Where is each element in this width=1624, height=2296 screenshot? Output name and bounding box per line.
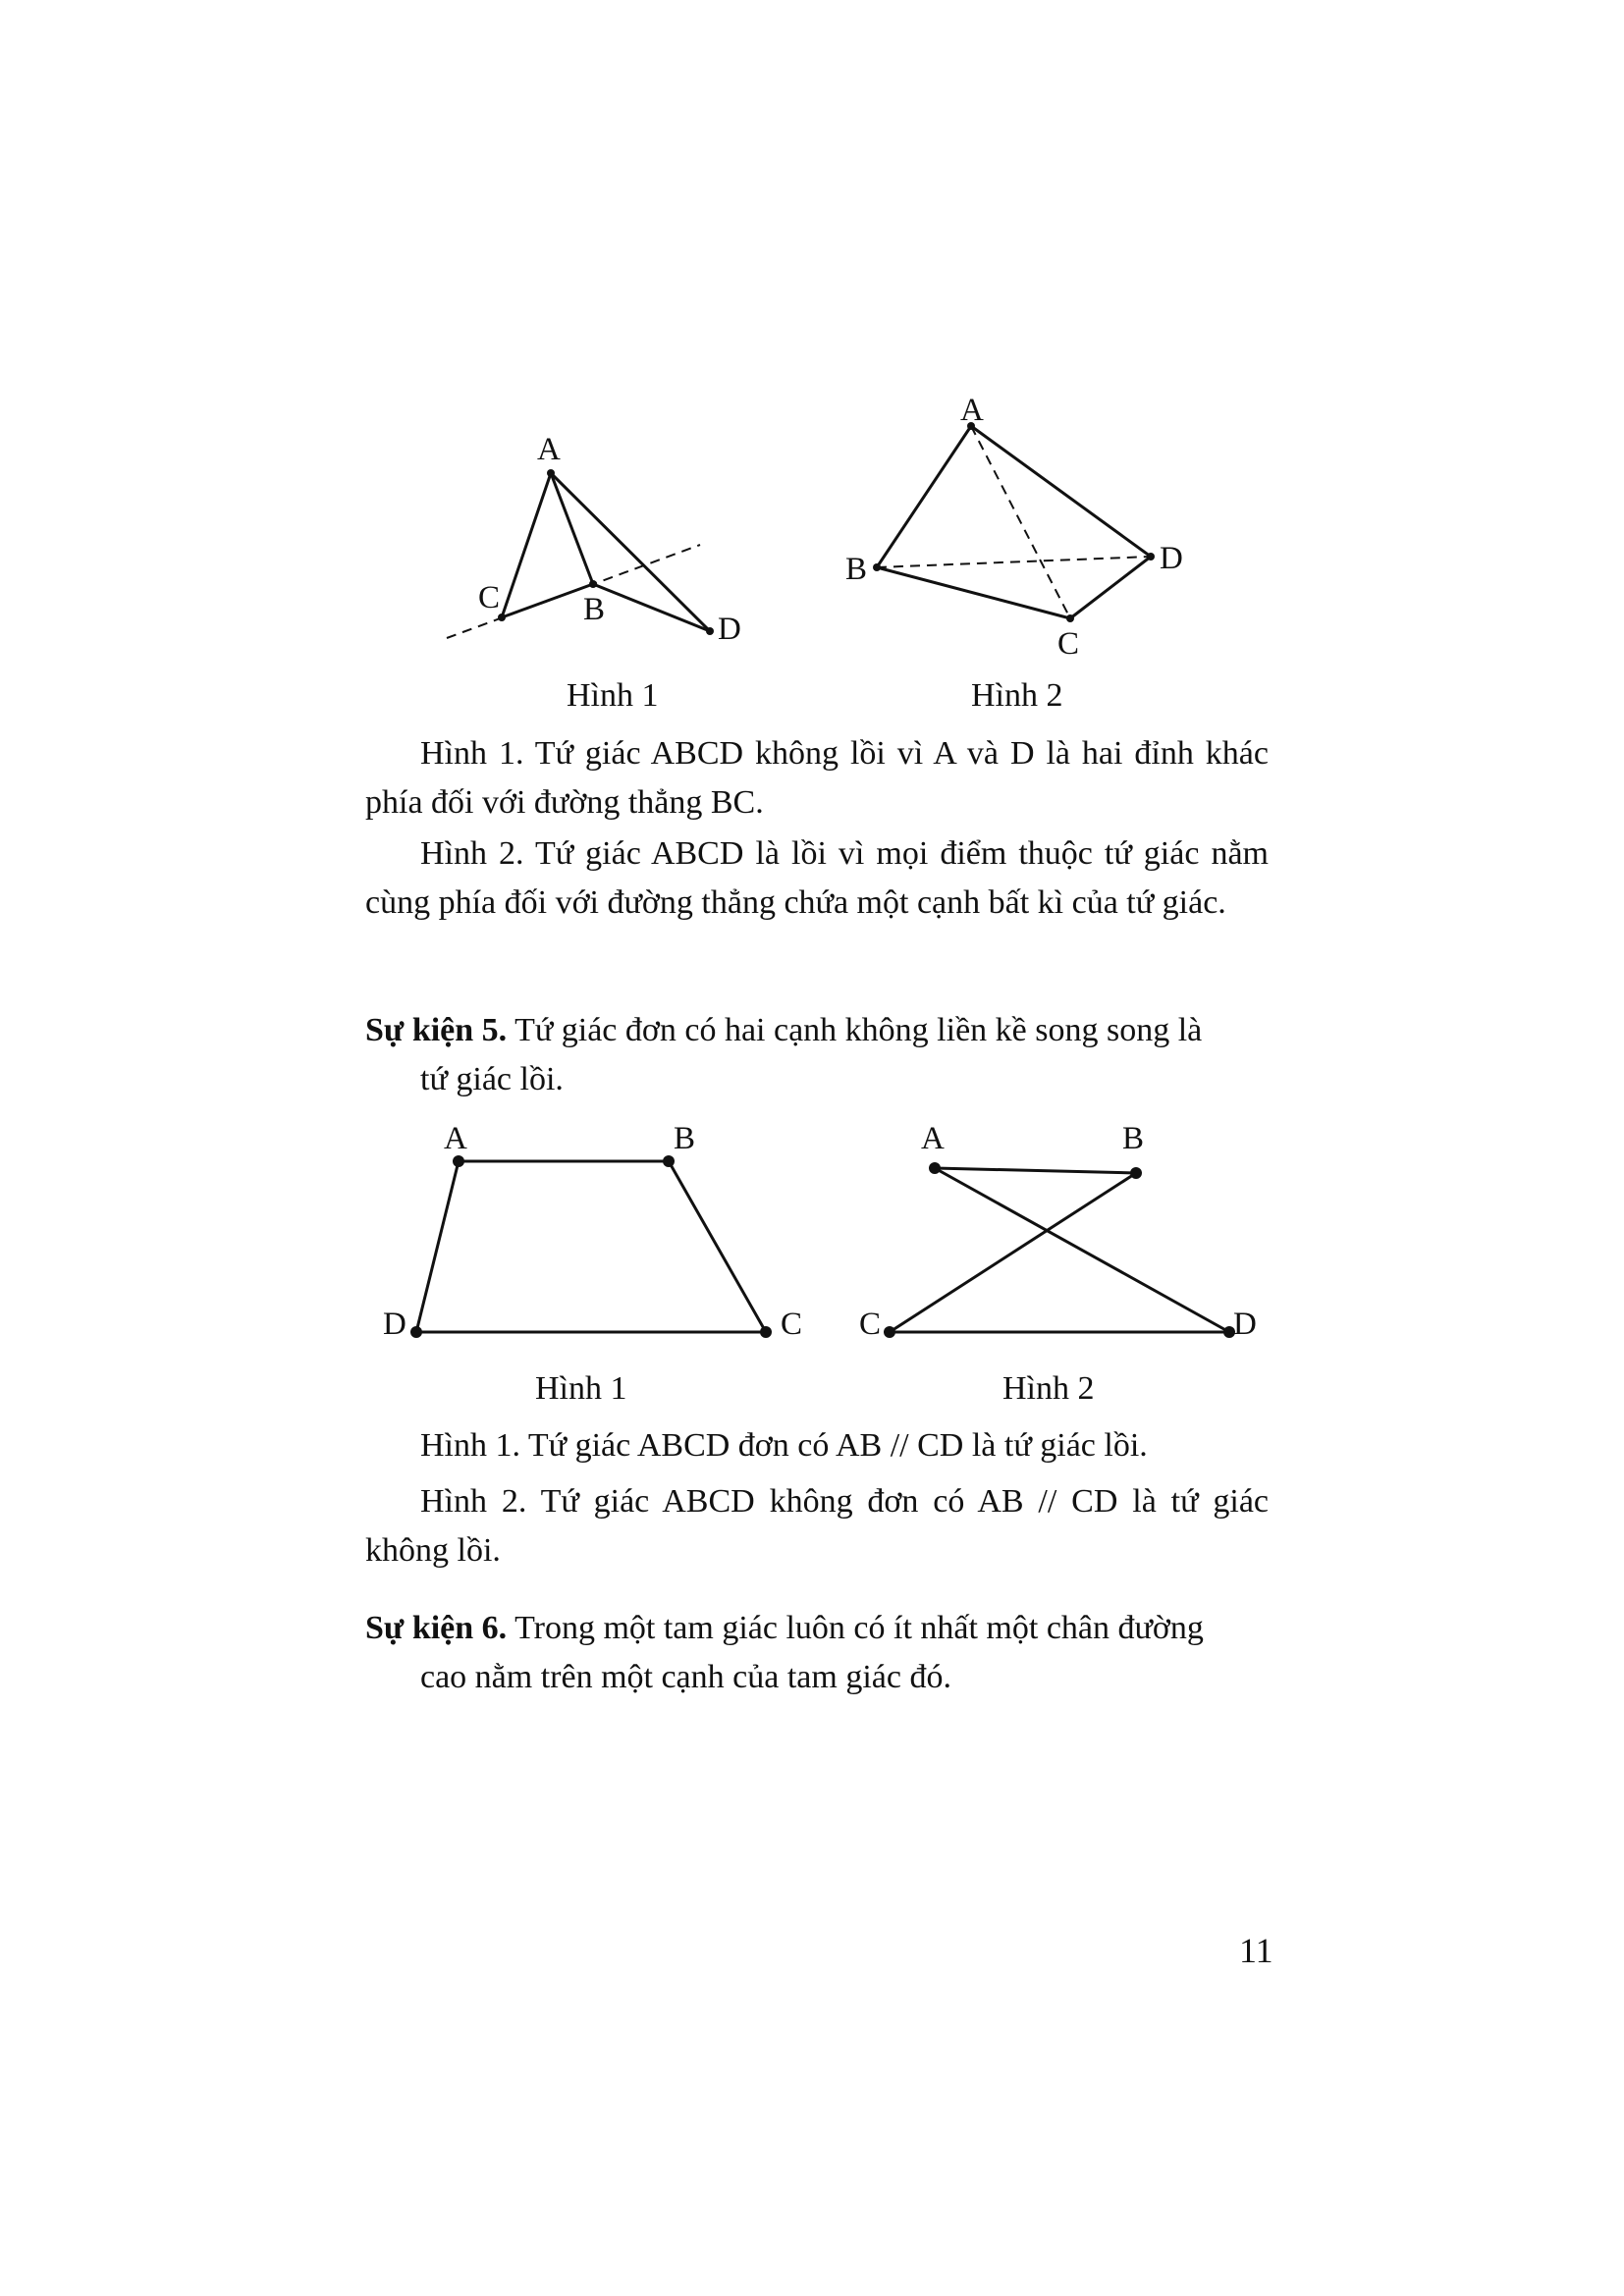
paragraph-fig2-explanation: Hình 2. Tứ giác ABCD là lồi vì mọi điểm thuộc tứ giác nằm cùng phía đối với đường thẳng chứa một cạnh bất kì của tứ giác. xyxy=(365,835,1269,921)
figure-2a-caption: Hình 1 xyxy=(535,1370,627,1407)
segment-bc-2 xyxy=(877,567,1070,618)
figure-2a-lines xyxy=(416,1161,766,1332)
label-a: A xyxy=(537,432,561,467)
segment-cb xyxy=(502,584,593,617)
label-d-3: D xyxy=(383,1307,406,1342)
point-b-3 xyxy=(663,1155,675,1167)
point-c-4 xyxy=(884,1326,895,1338)
label-d-4: D xyxy=(1233,1307,1257,1342)
diagonal-ac-dashed xyxy=(971,426,1070,618)
fact-6-title: Sự kiện 6. xyxy=(365,1610,508,1646)
paragraph-crossed-explanation: Hình 2. Tứ giác ABCD không đơn có AB // CD là tứ giác không lồi. xyxy=(365,1483,1269,1569)
segment-bc-4 xyxy=(890,1173,1136,1332)
label-d: D xyxy=(718,612,741,647)
point-b-2 xyxy=(873,563,881,571)
label-c-4: C xyxy=(859,1307,882,1342)
figure-1a-caption: Hình 1 xyxy=(567,677,659,714)
paragraph-fig1-explanation: Hình 1. Tứ giác ABCD không lồi vì A và D là hai đỉnh khác phía đối với đường thẳng BC. xyxy=(365,735,1269,821)
segment-ad-2 xyxy=(971,426,1151,557)
point-a-3 xyxy=(453,1155,464,1167)
fact-6-line2: cao nằm trên một cạnh của tam giác đó. xyxy=(420,1659,951,1695)
segment-ad xyxy=(551,473,710,631)
point-d xyxy=(706,627,714,635)
label-b-2: B xyxy=(845,552,868,587)
label-b-4: B xyxy=(1122,1121,1145,1156)
point-b xyxy=(589,580,597,588)
segment-ca xyxy=(502,473,551,617)
segment-bd xyxy=(593,584,710,631)
figure-2b-caption: Hình 2 xyxy=(1002,1370,1095,1407)
label-b-3: B xyxy=(674,1121,696,1156)
label-c-3: C xyxy=(781,1307,803,1342)
segment-ab xyxy=(551,473,593,584)
point-a-4 xyxy=(929,1162,941,1174)
fact-5 xyxy=(365,1006,1269,1104)
fact-5-title: Sự kiện 5. xyxy=(365,1012,508,1048)
segment-cd-2 xyxy=(1070,557,1151,618)
figure-1b-caption: Hình 2 xyxy=(971,677,1063,714)
fact-6-line1: Trong một tam giác luôn có ít nhất một chân đường xyxy=(514,1610,1204,1646)
point-c-2 xyxy=(1066,614,1074,622)
point-d-2 xyxy=(1147,553,1155,561)
label-c-2: C xyxy=(1057,626,1080,662)
label-a-4: A xyxy=(921,1121,945,1156)
page-number: 11 xyxy=(1239,1931,1273,1970)
paragraph-trapezoid-explanation: Hình 1. Tứ giác ABCD đơn có AB // CD là tứ giác lồi. xyxy=(420,1427,1148,1464)
diagonal-bd-dashed xyxy=(877,557,1151,567)
figure-1b-lines xyxy=(877,426,1151,618)
fact-6 xyxy=(365,1604,1269,1702)
point-a xyxy=(547,469,555,477)
figure-2b-lines xyxy=(890,1168,1229,1332)
segment-ab-2 xyxy=(877,426,971,567)
label-c: C xyxy=(478,580,501,615)
point-c-3 xyxy=(760,1326,772,1338)
label-b: B xyxy=(583,592,606,627)
point-b-4 xyxy=(1130,1167,1142,1179)
label-d-2: D xyxy=(1160,541,1183,576)
fact-5-line1: Tứ giác đơn có hai cạnh không liền kề song song là xyxy=(514,1012,1203,1048)
label-a-2: A xyxy=(960,393,984,428)
point-d-3 xyxy=(410,1326,422,1338)
trapezoid-abcd xyxy=(416,1161,766,1332)
segment-da-4 xyxy=(935,1168,1229,1332)
label-a-3: A xyxy=(444,1121,467,1156)
fact-5-line2: tứ giác lồi. xyxy=(420,1061,564,1097)
segment-ab-4 xyxy=(935,1168,1136,1173)
